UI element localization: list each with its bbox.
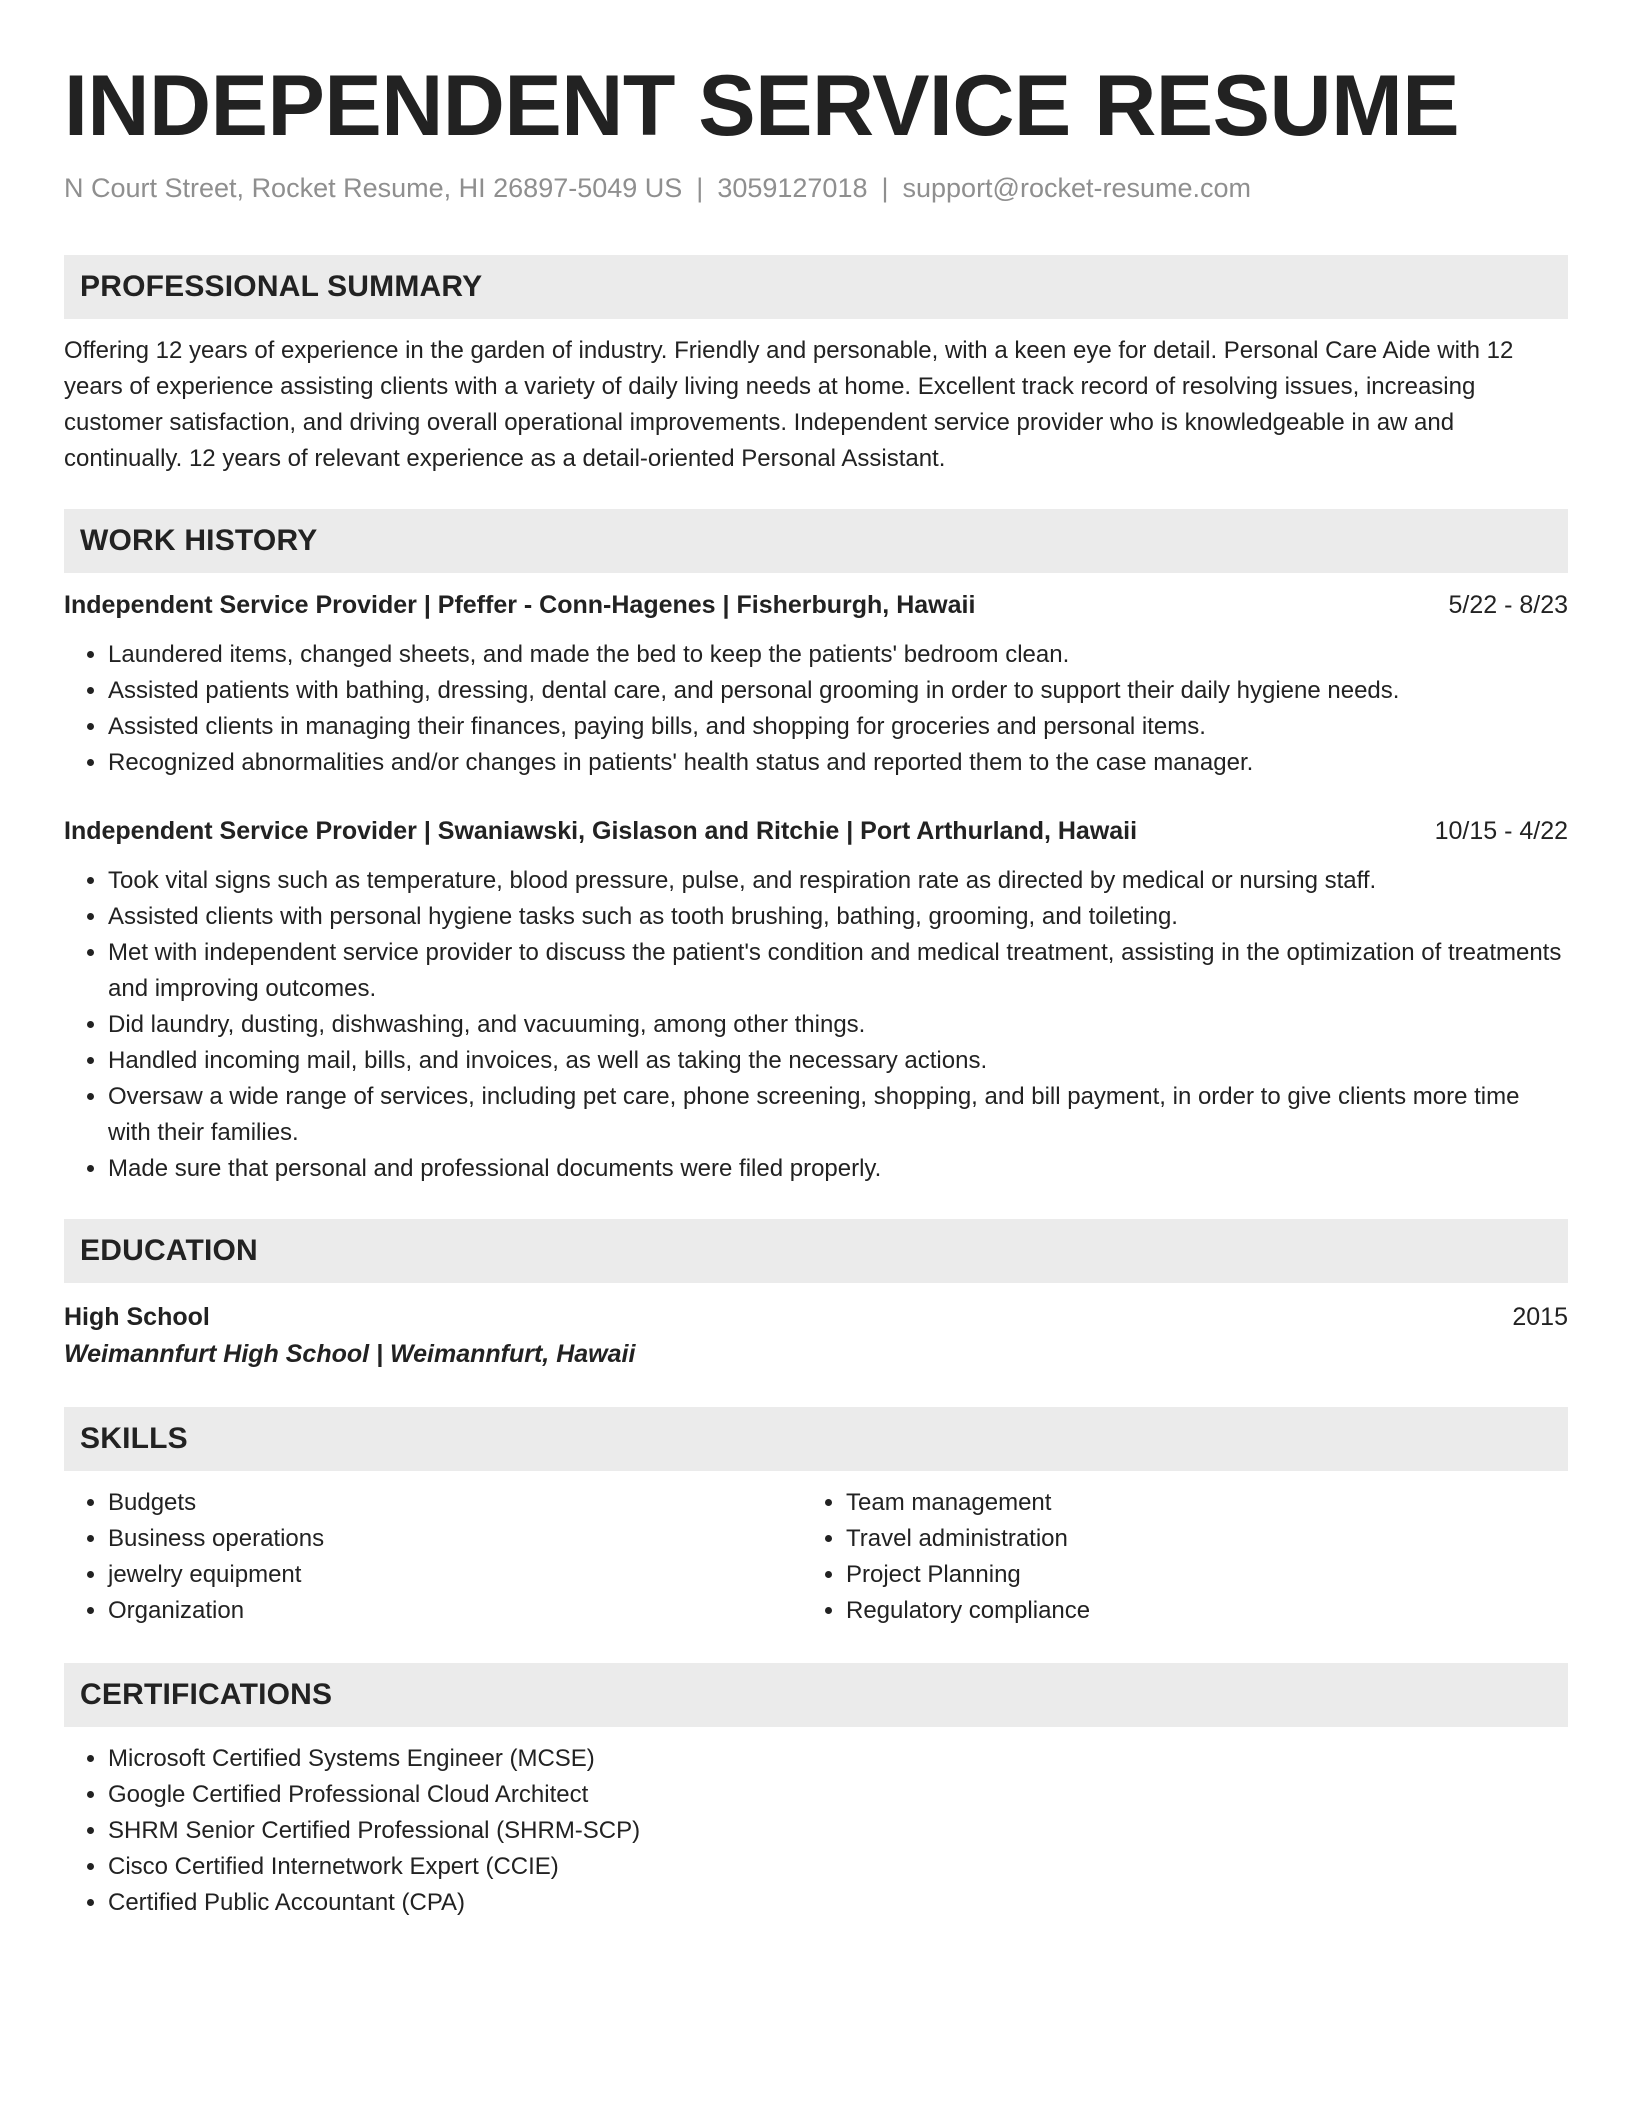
section-heading-skills: SKILLS xyxy=(64,1407,1568,1471)
certification-item: • Microsoft Certified Systems Engineer (MCSE) xyxy=(108,1741,1568,1777)
certifications-list xyxy=(64,1741,1568,1921)
section-heading-certifications: CERTIFICATIONS xyxy=(64,1663,1568,1727)
certification-item: • Certified Public Accountant (CPA) xyxy=(108,1885,1568,1921)
education-header xyxy=(64,1299,1568,1335)
job-dates: 10/15 - 4/22 xyxy=(1434,817,1568,845)
job-bullet: • Assisted clients with personal hygiene tasks such as tooth brushing, bathing, grooming, and toileting. xyxy=(108,899,1568,935)
education-degree: High School xyxy=(64,1303,210,1331)
job-entry xyxy=(64,813,1568,1187)
certification-item: • Google Certified Professional Cloud Architect xyxy=(108,1777,1568,1813)
job-bullet: • Assisted clients in managing their finances, paying bills, and shopping for groceries and personal items. xyxy=(108,709,1568,745)
certification-item: • SHRM Senior Certified Professional (SHRM-SCP) xyxy=(108,1813,1568,1849)
job-bullet: • Met with independent service provider to discuss the patient's condition and medical treatment, assisting in the optimization of treatments and improving outcomes. xyxy=(108,935,1568,1007)
skill-item: • jewelry equipment xyxy=(108,1557,802,1593)
section-heading-work-history: WORK HISTORY xyxy=(64,509,1568,573)
job-bullet: • Oversaw a wide range of services, including pet care, phone screening, shopping, and bill payment, in order to give clients more time with their families. xyxy=(108,1079,1568,1151)
skills-column-left xyxy=(64,1485,802,1629)
job-bullet: • Took vital signs such as temperature, blood pressure, pulse, and respiration rate as directed by medical or nursing staff. xyxy=(108,863,1568,899)
work-history-section xyxy=(64,509,1568,1187)
contact-separator: | xyxy=(881,173,889,203)
resume-title: INDEPENDENT SERVICE RESUME xyxy=(64,58,1460,154)
section-heading-summary: PROFESSIONAL SUMMARY xyxy=(64,255,1568,319)
contact-line xyxy=(64,170,1568,206)
job-bullet: • Made sure that personal and professional documents were filed properly. xyxy=(108,1151,1568,1187)
job-bullet: • Assisted patients with bathing, dressing, dental care, and personal grooming in order to support their daily hygiene needs. xyxy=(108,673,1568,709)
certifications-section xyxy=(64,1663,1568,1921)
job-title: Independent Service Provider | Swaniawski, Gislason and Ritchie | Port Arthurland, Hawaii xyxy=(64,817,1138,845)
certification-item: • Cisco Certified Internetwork Expert (CCIE) xyxy=(108,1849,1568,1885)
job-header xyxy=(64,813,1568,849)
job-bullets xyxy=(64,637,1568,781)
summary-section xyxy=(64,255,1568,477)
skill-item: • Organization xyxy=(108,1593,802,1629)
skill-item: • Project Planning xyxy=(846,1557,1540,1593)
job-bullets xyxy=(64,863,1568,1187)
education-school: Weimannfurt High School | Weimannfurt, Hawaii xyxy=(64,1340,636,1368)
contact-phone: 3059127018 xyxy=(717,173,868,203)
section-heading-education: EDUCATION xyxy=(64,1219,1568,1283)
contact-email: support@rocket-resume.com xyxy=(902,173,1252,203)
job-entry xyxy=(64,587,1568,781)
skill-item: • Business operations xyxy=(108,1521,802,1557)
job-dates: 5/22 - 8/23 xyxy=(1448,591,1568,619)
job-header xyxy=(64,587,1568,623)
contact-address: N Court Street, Rocket Resume, HI 26897-5049 US xyxy=(64,173,683,203)
education-section xyxy=(64,1219,1568,1373)
education-entry xyxy=(64,1299,1568,1373)
job-bullet: • Laundered items, changed sheets, and made the bed to keep the patients' bedroom clean. xyxy=(108,637,1568,673)
skills-section xyxy=(64,1407,1568,1629)
job-title: Independent Service Provider | Pfeffer - Conn-Hagenes | Fisherburgh, Hawaii xyxy=(64,591,976,619)
skill-item: • Regulatory compliance xyxy=(846,1593,1540,1629)
job-bullet: • Did laundry, dusting, dishwashing, and vacuuming, among other things. xyxy=(108,1007,1568,1043)
skills-grid xyxy=(64,1485,1568,1629)
skills-column-right xyxy=(802,1485,1540,1629)
job-bullet: • Handled incoming mail, bills, and invoices, as well as taking the necessary actions. xyxy=(108,1043,1568,1079)
summary-text: Offering 12 years of experience in the garden of industry. Friendly and personable, with a keen eye for detail. Personal Care Aide with 12 years of experience assisting clients with a variety of daily living needs at home. Excellent track record of resolving issues, increasing customer satisfaction, and driving overall operational improvements. Independent service provider who is knowledgeable in aw and continually. 12 years of relevant experience as a detail-oriented Personal Assistant. xyxy=(64,337,1514,472)
contact-separator: | xyxy=(696,173,704,203)
job-bullet: • Recognized abnormalities and/or changes in patients' health status and reported them to the case manager. xyxy=(108,745,1568,781)
skill-item: • Budgets xyxy=(108,1485,802,1521)
skill-item: • Team management xyxy=(846,1485,1540,1521)
skill-item: • Travel administration xyxy=(846,1521,1540,1557)
education-year: 2015 xyxy=(1512,1303,1568,1331)
